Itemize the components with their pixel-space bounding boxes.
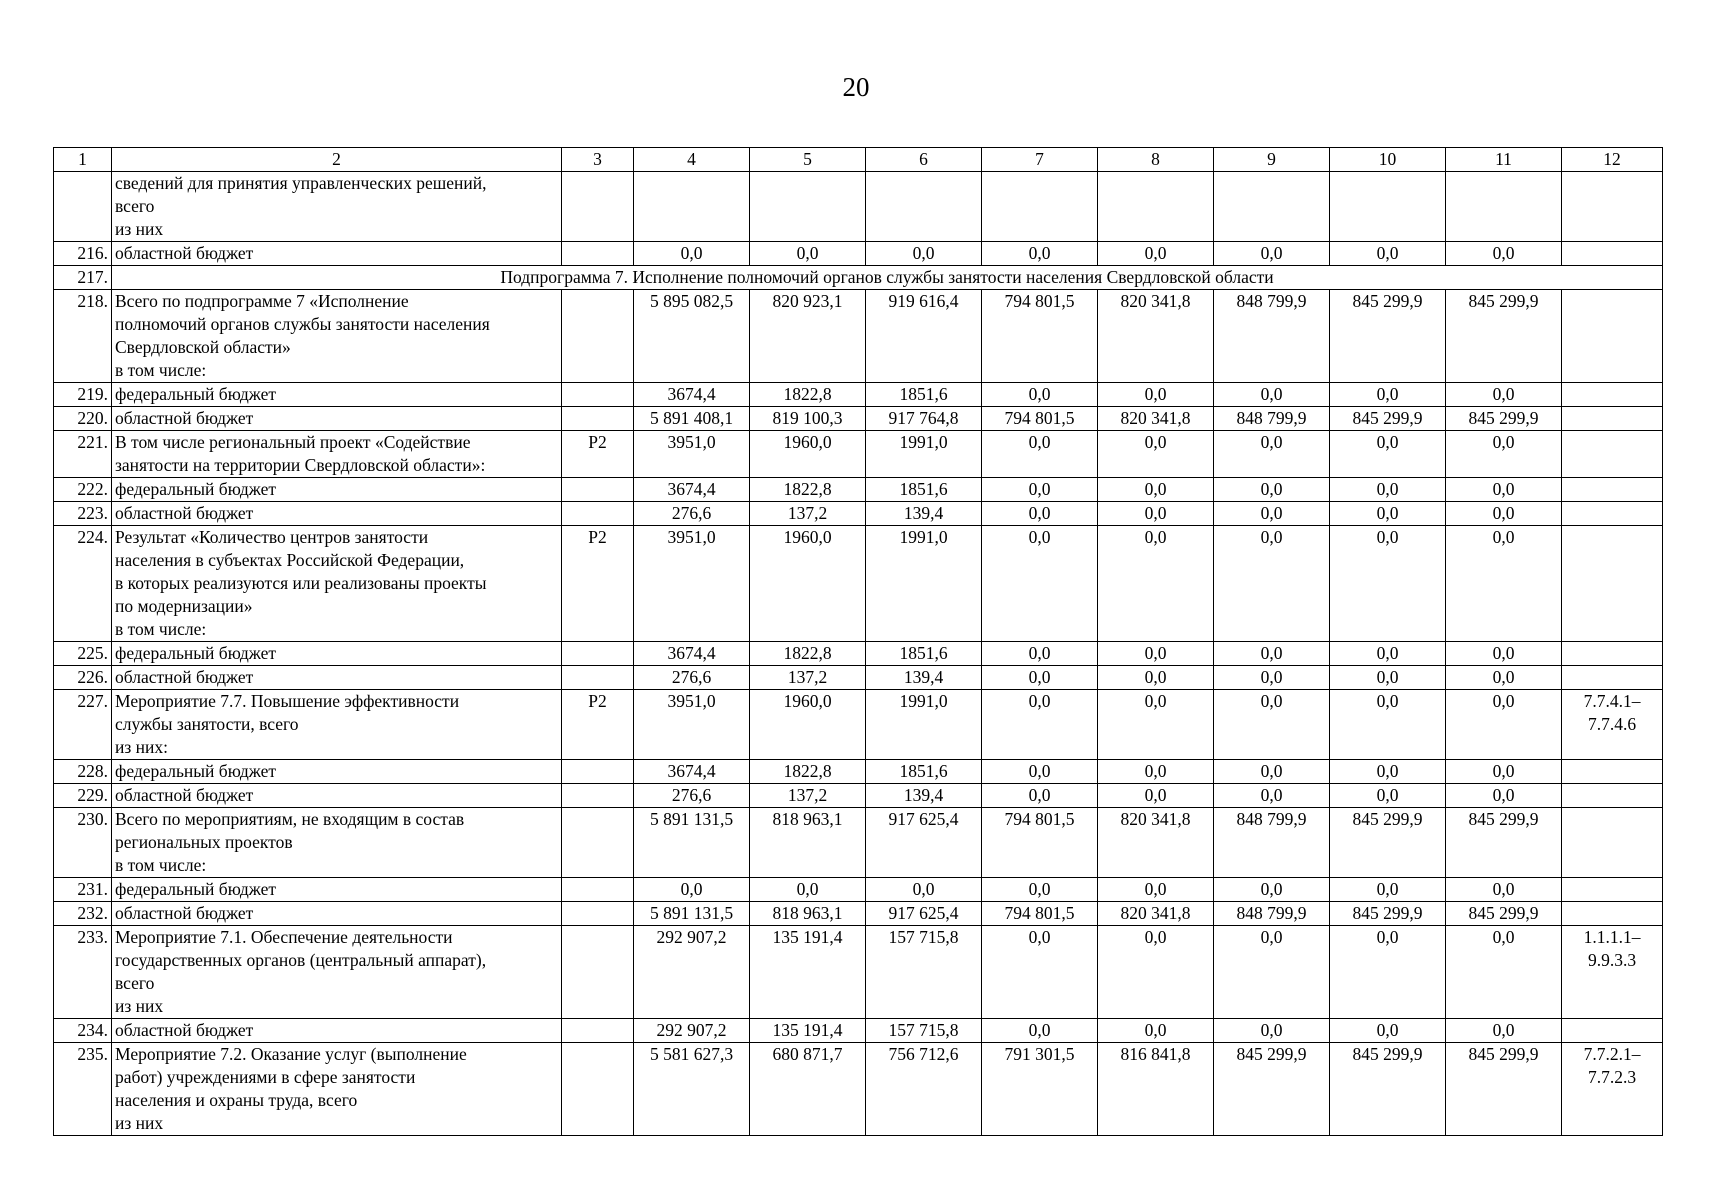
project-code: [562, 666, 634, 690]
value-col-4: 3674,4: [634, 383, 750, 407]
project-code: P2: [562, 526, 634, 642]
row-description: В том числе региональный проект «Содействие занятости на территории Свердловской области»:: [112, 431, 562, 478]
value-col-10: 845 299,9: [1330, 1043, 1446, 1136]
column-header-3: 3: [562, 148, 634, 172]
table-row: [54, 642, 1663, 666]
value-col-5: 1822,8: [750, 642, 866, 666]
value-col-11: 0,0: [1446, 526, 1562, 642]
value-col-8: 0,0: [1098, 666, 1214, 690]
value-col-6: 157 715,8: [866, 1019, 982, 1043]
target-indicator-ref: [1562, 407, 1663, 431]
value-col-6: 1851,6: [866, 642, 982, 666]
column-header-12: 12: [1562, 148, 1663, 172]
value-col-10: 0,0: [1330, 431, 1446, 478]
value-col-5: 818 963,1: [750, 902, 866, 926]
value-col-10: 0,0: [1330, 1019, 1446, 1043]
value-col-5: 137,2: [750, 502, 866, 526]
value-col-9: 0,0: [1214, 242, 1330, 266]
value-col-9: 0,0: [1214, 760, 1330, 784]
value-col-10: 0,0: [1330, 383, 1446, 407]
value-col-9: 848 799,9: [1214, 407, 1330, 431]
value-col-7: 0,0: [982, 666, 1098, 690]
value-col-8: 0,0: [1098, 642, 1214, 666]
value-col-5: 680 871,7: [750, 1043, 866, 1136]
value-col-8: 816 841,8: [1098, 1043, 1214, 1136]
value-col-8: 0,0: [1098, 784, 1214, 808]
project-code: [562, 1019, 634, 1043]
value-col-9: 0,0: [1214, 1019, 1330, 1043]
table-row: [54, 242, 1663, 266]
target-indicator-ref: [1562, 431, 1663, 478]
value-col-7: 794 801,5: [982, 407, 1098, 431]
value-col-10: 0,0: [1330, 926, 1446, 1019]
row-description: областной бюджет: [112, 784, 562, 808]
value-col-10: 845 299,9: [1330, 407, 1446, 431]
value-col-4: 276,6: [634, 666, 750, 690]
value-col-6: 1991,0: [866, 431, 982, 478]
value-col-5: 1960,0: [750, 526, 866, 642]
value-col-11: 845 299,9: [1446, 902, 1562, 926]
target-indicator-ref: [1562, 642, 1663, 666]
value-col-11: 845 299,9: [1446, 407, 1562, 431]
value-col-7: 0,0: [982, 1019, 1098, 1043]
value-col-5: 819 100,3: [750, 407, 866, 431]
project-code: [562, 478, 634, 502]
table-row: [54, 808, 1663, 878]
column-header-5: 5: [750, 148, 866, 172]
column-header-1: 1: [54, 148, 112, 172]
value-col-11: 0,0: [1446, 431, 1562, 478]
value-col-7: 0,0: [982, 526, 1098, 642]
value-col-6: 919 616,4: [866, 290, 982, 383]
target-indicator-ref: [1562, 502, 1663, 526]
table-row: [54, 926, 1663, 1019]
row-number: 219.: [54, 383, 112, 407]
value-col-8: 0,0: [1098, 242, 1214, 266]
value-col-5: 1960,0: [750, 690, 866, 760]
project-code: P2: [562, 690, 634, 760]
project-code: [562, 242, 634, 266]
target-indicator-ref: [1562, 526, 1663, 642]
value-col-9: 848 799,9: [1214, 808, 1330, 878]
target-indicator-ref: [1562, 242, 1663, 266]
row-description: Всего по мероприятиям, не входящим в состав региональных проектов в том числе:: [112, 808, 562, 878]
table-row: [54, 1043, 1663, 1136]
target-indicator-ref: [1562, 478, 1663, 502]
value-col-9: 0,0: [1214, 784, 1330, 808]
value-col-11: 0,0: [1446, 1019, 1562, 1043]
value-col-5: [750, 172, 866, 242]
row-description: Всего по подпрограмме 7 «Исполнение полномочий органов службы занятости населения Свердловской области» в том числе:: [112, 290, 562, 383]
project-code: [562, 784, 634, 808]
value-col-11: 0,0: [1446, 242, 1562, 266]
value-col-6: 1851,6: [866, 383, 982, 407]
project-code: [562, 926, 634, 1019]
column-header-2: 2: [112, 148, 562, 172]
project-code: [562, 1043, 634, 1136]
value-col-4: 5 895 082,5: [634, 290, 750, 383]
value-col-6: 917 764,8: [866, 407, 982, 431]
value-col-5: 1822,8: [750, 383, 866, 407]
value-col-8: 0,0: [1098, 502, 1214, 526]
value-col-8: 0,0: [1098, 690, 1214, 760]
value-col-4: 3674,4: [634, 760, 750, 784]
value-col-8: 0,0: [1098, 760, 1214, 784]
value-col-8: [1098, 172, 1214, 242]
value-col-11: 845 299,9: [1446, 808, 1562, 878]
target-indicator-ref: [1562, 383, 1663, 407]
value-col-11: [1446, 172, 1562, 242]
row-description: Мероприятие 7.7. Повышение эффективности службы занятости, всего из них:: [112, 690, 562, 760]
value-col-9: 0,0: [1214, 642, 1330, 666]
row-description: Мероприятие 7.1. Обеспечение деятельности государственных органов (центральный аппарат), всего из них: [112, 926, 562, 1019]
row-number: 221.: [54, 431, 112, 478]
value-col-11: 0,0: [1446, 878, 1562, 902]
value-col-9: 0,0: [1214, 383, 1330, 407]
table-row: [54, 407, 1663, 431]
value-col-9: 845 299,9: [1214, 1043, 1330, 1136]
value-col-11: 0,0: [1446, 383, 1562, 407]
value-col-9: 0,0: [1214, 478, 1330, 502]
value-col-7: 794 801,5: [982, 808, 1098, 878]
column-header-row: [54, 148, 1663, 172]
value-col-11: 0,0: [1446, 926, 1562, 1019]
row-number: 216.: [54, 242, 112, 266]
value-col-4: 3951,0: [634, 690, 750, 760]
project-code: P2: [562, 431, 634, 478]
column-header-4: 4: [634, 148, 750, 172]
row-number: 225.: [54, 642, 112, 666]
row-description: областной бюджет: [112, 502, 562, 526]
value-col-8: 0,0: [1098, 526, 1214, 642]
target-indicator-ref: [1562, 902, 1663, 926]
row-number: 233.: [54, 926, 112, 1019]
value-col-11: 0,0: [1446, 642, 1562, 666]
row-number: 226.: [54, 666, 112, 690]
value-col-4: 5 891 131,5: [634, 808, 750, 878]
value-col-8: 820 341,8: [1098, 407, 1214, 431]
value-col-4: 276,6: [634, 784, 750, 808]
project-code: [562, 290, 634, 383]
value-col-5: 135 191,4: [750, 1019, 866, 1043]
value-col-10: 0,0: [1330, 690, 1446, 760]
value-col-5: 820 923,1: [750, 290, 866, 383]
value-col-10: 0,0: [1330, 526, 1446, 642]
column-header-8: 8: [1098, 148, 1214, 172]
value-col-10: [1330, 172, 1446, 242]
table-row: [54, 1019, 1663, 1043]
value-col-11: 0,0: [1446, 784, 1562, 808]
project-code: [562, 383, 634, 407]
target-indicator-ref: 7.7.4.1– 7.7.4.6: [1562, 690, 1663, 760]
value-col-7: 0,0: [982, 784, 1098, 808]
value-col-6: 157 715,8: [866, 926, 982, 1019]
table-row: [54, 383, 1663, 407]
project-code: [562, 878, 634, 902]
value-col-8: 0,0: [1098, 478, 1214, 502]
value-col-8: 0,0: [1098, 926, 1214, 1019]
project-code: [562, 642, 634, 666]
row-description: Результат «Количество центров занятости населения в субъектах Российской Федерации, в которых реализуются или реализованы проекты по модернизации» в том числе:: [112, 526, 562, 642]
value-col-7: 0,0: [982, 502, 1098, 526]
value-col-8: 820 341,8: [1098, 290, 1214, 383]
table-row: [54, 902, 1663, 926]
target-indicator-ref: [1562, 878, 1663, 902]
budget-table: [53, 147, 1663, 1136]
value-col-6: 1851,6: [866, 478, 982, 502]
table-row: [54, 690, 1663, 760]
value-col-9: 848 799,9: [1214, 290, 1330, 383]
value-col-10: 845 299,9: [1330, 902, 1446, 926]
value-col-4: 292 907,2: [634, 926, 750, 1019]
row-description: федеральный бюджет: [112, 760, 562, 784]
value-col-7: 0,0: [982, 478, 1098, 502]
value-col-10: 0,0: [1330, 502, 1446, 526]
row-number: 218.: [54, 290, 112, 383]
target-indicator-ref: [1562, 808, 1663, 878]
value-col-5: 1960,0: [750, 431, 866, 478]
value-col-4: 276,6: [634, 502, 750, 526]
row-description: федеральный бюджет: [112, 642, 562, 666]
row-number: 217.: [54, 266, 112, 290]
value-col-4: 292 907,2: [634, 1019, 750, 1043]
value-col-10: 0,0: [1330, 666, 1446, 690]
value-col-9: 0,0: [1214, 431, 1330, 478]
value-col-6: 0,0: [866, 242, 982, 266]
value-col-5: 135 191,4: [750, 926, 866, 1019]
value-col-5: 1822,8: [750, 478, 866, 502]
value-col-7: [982, 172, 1098, 242]
value-col-5: 1822,8: [750, 760, 866, 784]
value-col-6: 139,4: [866, 784, 982, 808]
row-description: областной бюджет: [112, 242, 562, 266]
value-col-10: 0,0: [1330, 878, 1446, 902]
row-number: 232.: [54, 902, 112, 926]
value-col-8: 0,0: [1098, 878, 1214, 902]
row-description: сведений для принятия управленческих решений, всего из них: [112, 172, 562, 242]
target-indicator-ref: [1562, 172, 1663, 242]
value-col-8: 0,0: [1098, 431, 1214, 478]
value-col-6: 917 625,4: [866, 808, 982, 878]
value-col-10: 845 299,9: [1330, 808, 1446, 878]
value-col-6: 917 625,4: [866, 902, 982, 926]
row-number: 231.: [54, 878, 112, 902]
row-description: областной бюджет: [112, 666, 562, 690]
value-col-10: 0,0: [1330, 642, 1446, 666]
value-col-11: 0,0: [1446, 690, 1562, 760]
value-col-10: 0,0: [1330, 478, 1446, 502]
value-col-9: 0,0: [1214, 526, 1330, 642]
value-col-8: 0,0: [1098, 1019, 1214, 1043]
value-col-7: 0,0: [982, 760, 1098, 784]
page-number: 20: [842, 72, 870, 102]
row-number: 235.: [54, 1043, 112, 1136]
subprogram-row: [54, 266, 1663, 290]
value-col-11: 0,0: [1446, 478, 1562, 502]
row-number: 223.: [54, 502, 112, 526]
project-code: [562, 407, 634, 431]
value-col-6: 1851,6: [866, 760, 982, 784]
value-col-4: 3674,4: [634, 642, 750, 666]
value-col-5: 0,0: [750, 242, 866, 266]
row-number: 229.: [54, 784, 112, 808]
row-description: федеральный бюджет: [112, 478, 562, 502]
value-col-11: 0,0: [1446, 666, 1562, 690]
value-col-4: 5 891 408,1: [634, 407, 750, 431]
value-col-4: 3951,0: [634, 526, 750, 642]
table-row: [54, 502, 1663, 526]
column-header-7: 7: [982, 148, 1098, 172]
value-col-7: 0,0: [982, 383, 1098, 407]
value-col-7: 791 301,5: [982, 1043, 1098, 1136]
value-col-5: 137,2: [750, 666, 866, 690]
value-col-7: 0,0: [982, 431, 1098, 478]
value-col-7: 0,0: [982, 926, 1098, 1019]
value-col-9: 0,0: [1214, 690, 1330, 760]
value-col-4: 0,0: [634, 878, 750, 902]
column-header-6: 6: [866, 148, 982, 172]
row-description: Мероприятие 7.2. Оказание услуг (выполнение работ) учреждениями в сфере занятости населения и охраны труда, всего из них: [112, 1043, 562, 1136]
value-col-4: [634, 172, 750, 242]
value-col-11: 0,0: [1446, 760, 1562, 784]
value-col-5: 137,2: [750, 784, 866, 808]
value-col-10: 845 299,9: [1330, 290, 1446, 383]
row-number: 224.: [54, 526, 112, 642]
value-col-4: 0,0: [634, 242, 750, 266]
value-col-5: 0,0: [750, 878, 866, 902]
row-number: 222.: [54, 478, 112, 502]
value-col-7: 794 801,5: [982, 290, 1098, 383]
table-row: [54, 478, 1663, 502]
value-col-11: 845 299,9: [1446, 290, 1562, 383]
value-col-6: 1991,0: [866, 690, 982, 760]
table-row: [54, 290, 1663, 383]
value-col-11: 845 299,9: [1446, 1043, 1562, 1136]
target-indicator-ref: [1562, 760, 1663, 784]
column-header-10: 10: [1330, 148, 1446, 172]
target-indicator-ref: 7.7.2.1– 7.7.2.3: [1562, 1043, 1663, 1136]
row-description: областной бюджет: [112, 407, 562, 431]
value-col-6: 139,4: [866, 502, 982, 526]
table-row: [54, 666, 1663, 690]
value-col-8: 820 341,8: [1098, 808, 1214, 878]
value-col-9: 0,0: [1214, 878, 1330, 902]
value-col-8: 820 341,8: [1098, 902, 1214, 926]
table-row: [54, 431, 1663, 478]
table-body: [54, 172, 1663, 1136]
target-indicator-ref: [1562, 1019, 1663, 1043]
project-code: [562, 902, 634, 926]
value-col-6: 0,0: [866, 878, 982, 902]
value-col-4: 3951,0: [634, 431, 750, 478]
value-col-7: 0,0: [982, 878, 1098, 902]
table-row: [54, 878, 1663, 902]
value-col-7: 0,0: [982, 642, 1098, 666]
value-col-6: [866, 172, 982, 242]
row-number: 230.: [54, 808, 112, 878]
target-indicator-ref: 1.1.1.1– 9.9.3.3: [1562, 926, 1663, 1019]
value-col-5: 818 963,1: [750, 808, 866, 878]
value-col-8: 0,0: [1098, 383, 1214, 407]
value-col-9: 0,0: [1214, 666, 1330, 690]
value-col-7: 0,0: [982, 690, 1098, 760]
column-header-11: 11: [1446, 148, 1562, 172]
row-number: 228.: [54, 760, 112, 784]
value-col-4: 5 891 131,5: [634, 902, 750, 926]
row-number: 227.: [54, 690, 112, 760]
value-col-6: 756 712,6: [866, 1043, 982, 1136]
table-row: [54, 172, 1663, 242]
project-code: [562, 172, 634, 242]
table-row: [54, 526, 1663, 642]
value-col-7: 794 801,5: [982, 902, 1098, 926]
value-col-4: 5 581 627,3: [634, 1043, 750, 1136]
target-indicator-ref: [1562, 666, 1663, 690]
value-col-6: 1991,0: [866, 526, 982, 642]
column-header-9: 9: [1214, 148, 1330, 172]
row-number: 234.: [54, 1019, 112, 1043]
value-col-9: 848 799,9: [1214, 902, 1330, 926]
row-number: 220.: [54, 407, 112, 431]
row-description: федеральный бюджет: [112, 878, 562, 902]
project-code: [562, 502, 634, 526]
value-col-9: [1214, 172, 1330, 242]
row-description: федеральный бюджет: [112, 383, 562, 407]
target-indicator-ref: [1562, 784, 1663, 808]
table-row: [54, 760, 1663, 784]
target-indicator-ref: [1562, 290, 1663, 383]
row-description: областной бюджет: [112, 1019, 562, 1043]
table-row: [54, 784, 1663, 808]
project-code: [562, 760, 634, 784]
project-code: [562, 808, 634, 878]
value-col-10: 0,0: [1330, 760, 1446, 784]
value-col-6: 139,4: [866, 666, 982, 690]
subprogram-title: Подпрограмма 7. Исполнение полномочий органов службы занятости населения Свердловской области: [112, 266, 1663, 290]
value-col-11: 0,0: [1446, 502, 1562, 526]
value-col-10: 0,0: [1330, 242, 1446, 266]
value-col-9: 0,0: [1214, 926, 1330, 1019]
value-col-9: 0,0: [1214, 502, 1330, 526]
value-col-4: 3674,4: [634, 478, 750, 502]
row-number: [54, 172, 112, 242]
value-col-10: 0,0: [1330, 784, 1446, 808]
row-description: областной бюджет: [112, 902, 562, 926]
value-col-7: 0,0: [982, 242, 1098, 266]
